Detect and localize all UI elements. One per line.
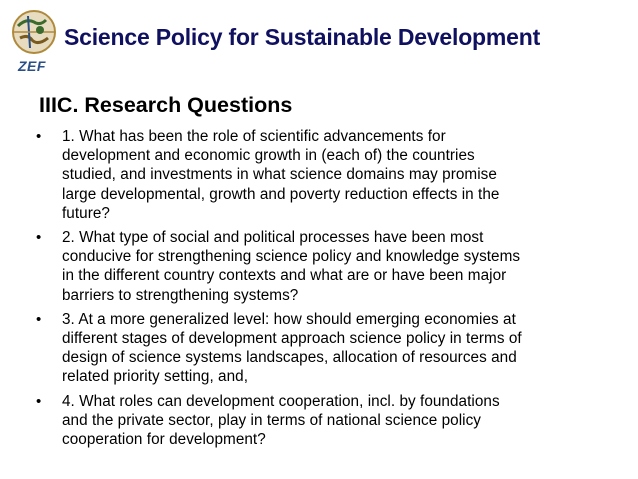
bullet-line: development and economic growth in (each of) the countries bbox=[62, 147, 475, 165]
bullet-line: related priority setting, and, bbox=[62, 368, 249, 386]
bullet-list bbox=[36, 127, 636, 454]
bullet-line: studied, and investments in what science domains may promise bbox=[62, 166, 497, 184]
section-heading: IIIC. Research Questions bbox=[39, 93, 293, 117]
bullet-marker: • bbox=[36, 392, 42, 410]
slide-title: Science Policy for Sustainable Development bbox=[64, 24, 541, 50]
logo-text: ZEF bbox=[18, 58, 46, 74]
bullet-line: 2. What type of social and political processes have been most bbox=[62, 229, 484, 247]
bullet-line: barriers to strengthening systems? bbox=[62, 286, 299, 304]
bullet-line: in the different country contexts and what are or have been major bbox=[62, 267, 507, 285]
bullet-line: design of science systems landscapes, allocation of resources and bbox=[62, 349, 517, 367]
bullet-item bbox=[36, 127, 636, 223]
zef-logo bbox=[8, 8, 60, 74]
bullet-marker: • bbox=[36, 229, 42, 247]
bullet-marker: • bbox=[36, 128, 42, 145]
bullet-line: cooperation for development? bbox=[62, 431, 266, 449]
globe-icon bbox=[8, 8, 60, 58]
bullet-item bbox=[36, 228, 636, 305]
bullet-line: different stages of development approach science policy in terms of bbox=[62, 330, 522, 348]
bullet-line: conducive for strengthening science policy and knowledge systems bbox=[62, 248, 521, 266]
bullet-line: future? bbox=[62, 204, 110, 222]
bullet-marker: • bbox=[36, 310, 42, 328]
bullet-line: 1. What has been the role of scientific advancements for bbox=[62, 128, 446, 145]
bullet-line: and the private sector, play in terms of national science policy bbox=[62, 411, 481, 429]
bullet-line: large developmental, growth and poverty reduction effects in the bbox=[62, 185, 500, 203]
bullet-line: 3. At a more generalized level: how should emerging economies at bbox=[62, 310, 516, 328]
bullet-line: 4. What roles can development cooperation, incl. by foundations bbox=[62, 392, 500, 410]
bullet-item bbox=[36, 310, 636, 387]
bullet-item bbox=[36, 392, 636, 450]
